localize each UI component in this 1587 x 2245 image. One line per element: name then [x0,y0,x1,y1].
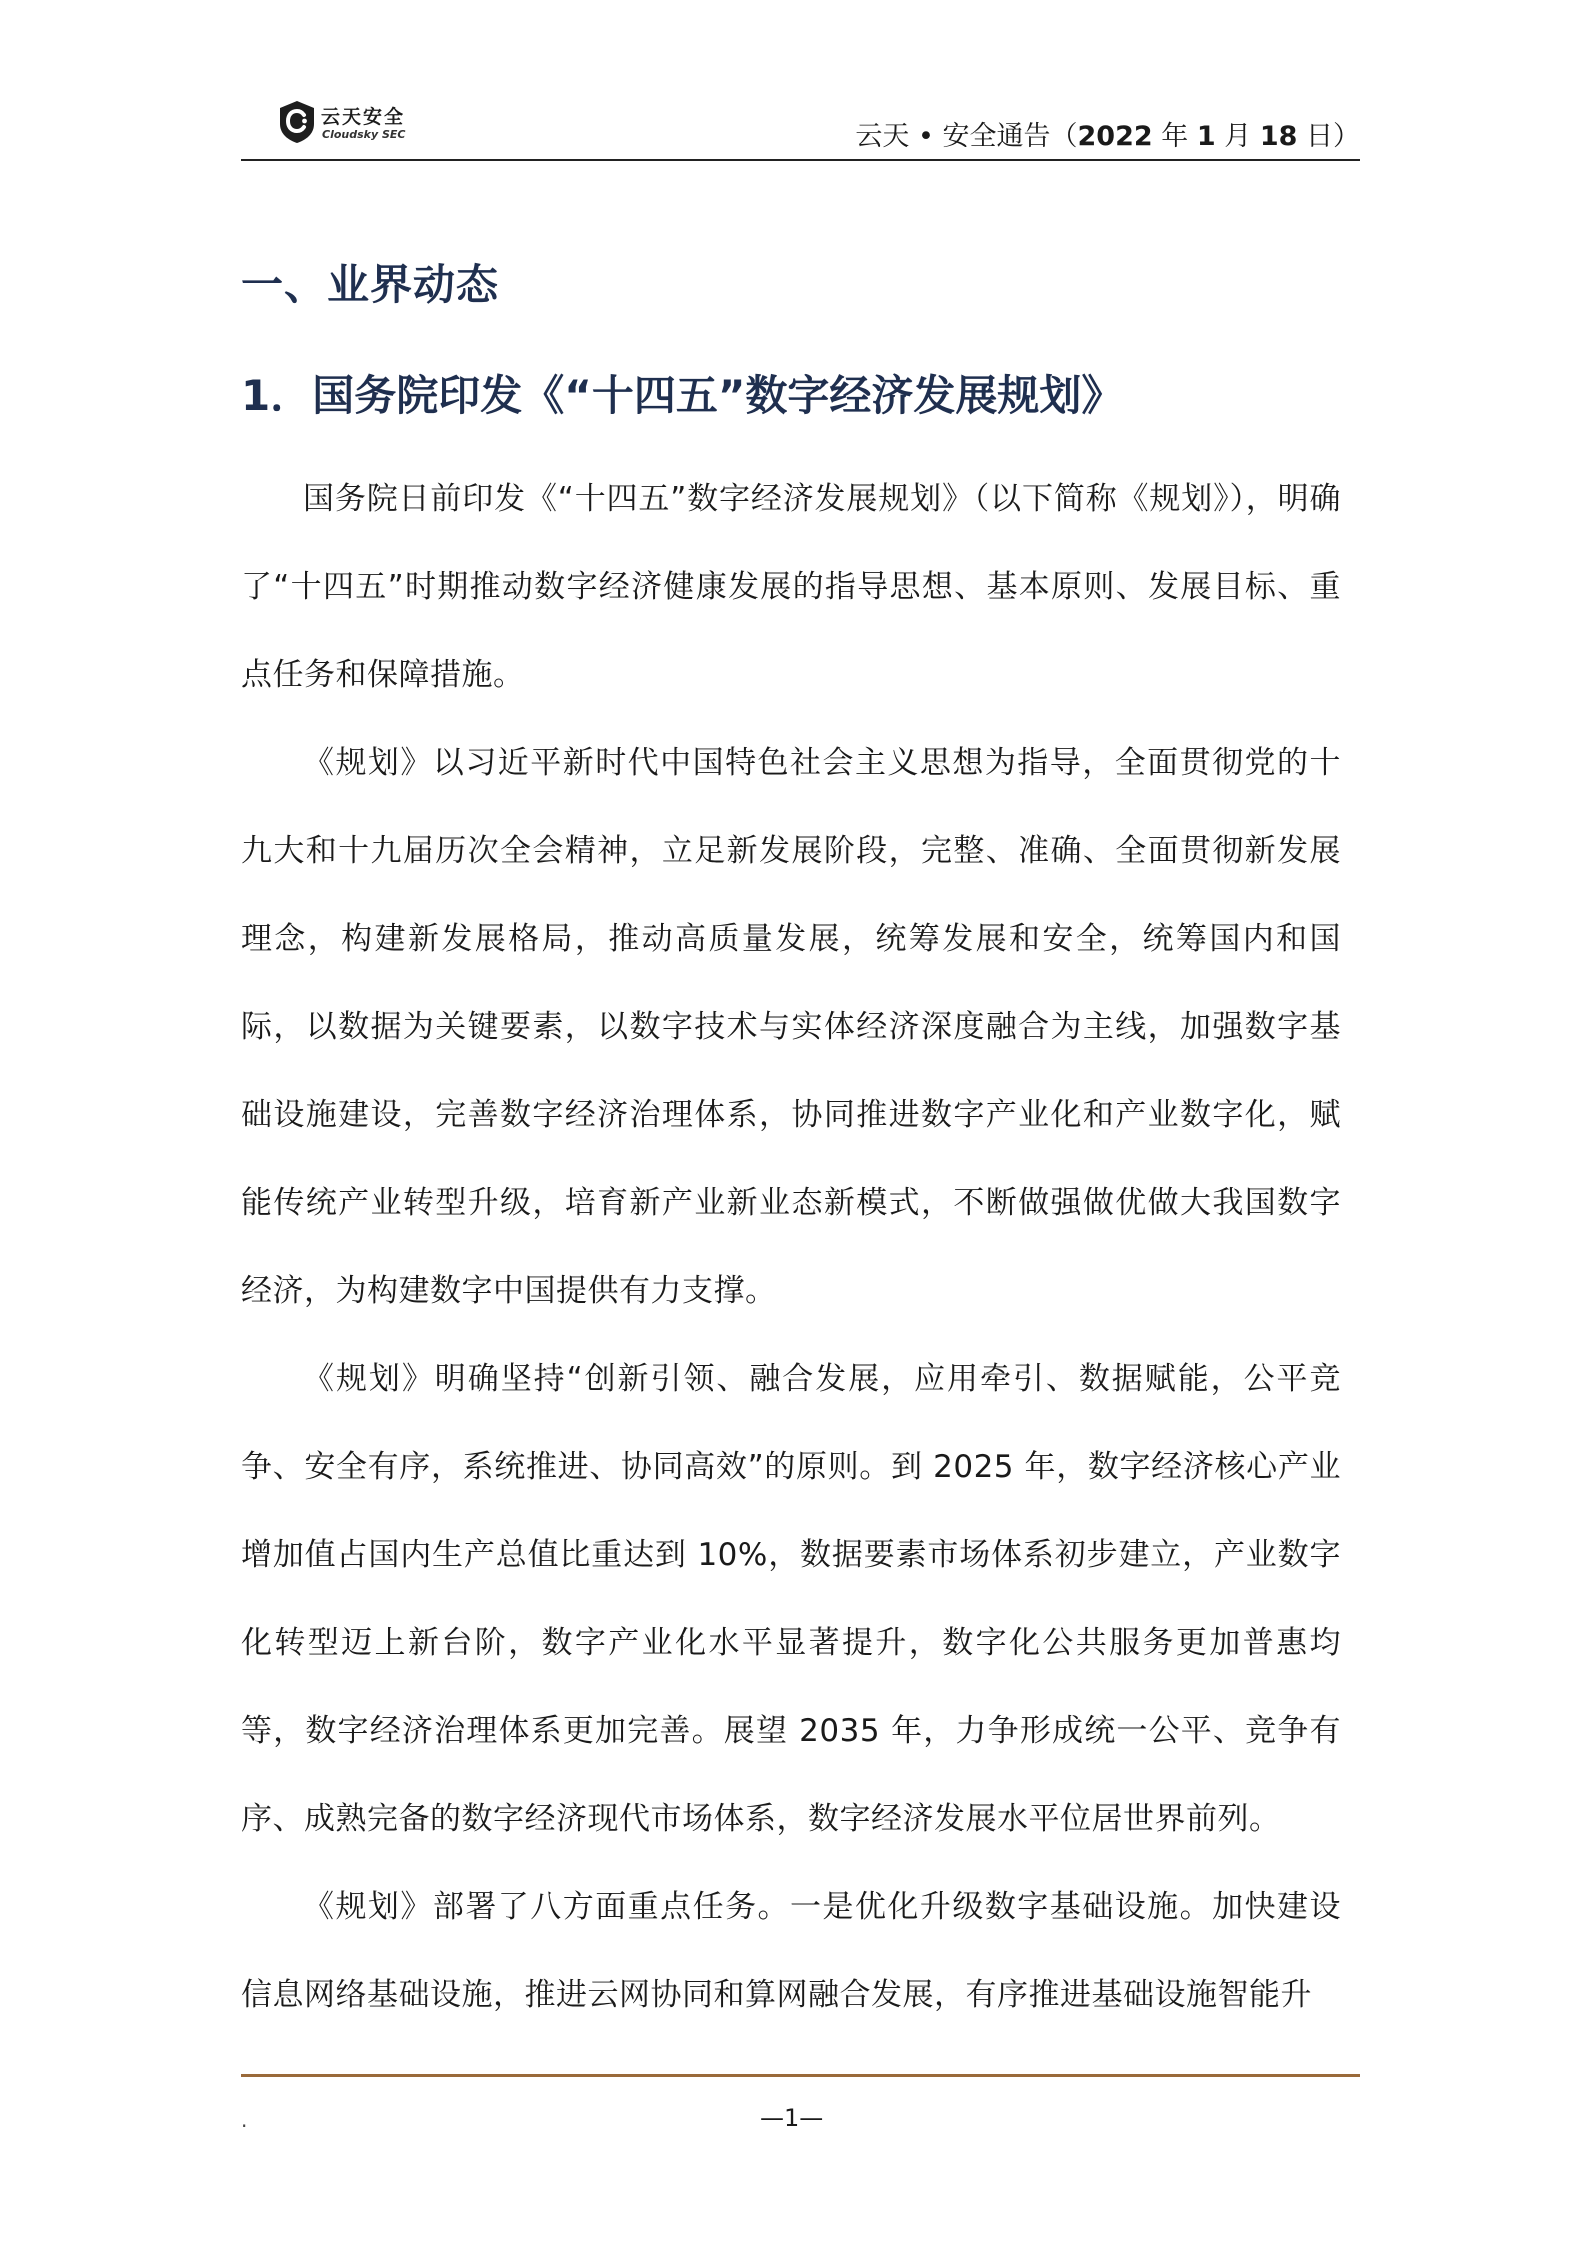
bulletin-month: 1 [1196,121,1216,152]
section-heading: 一、业界动态 [241,260,500,309]
company-logo [277,100,417,146]
paragraph: 《规划》明确坚持“创新引领、融合发展，应用牵引、数据赋能，公平竞争、安全有序，系统推进、协同高效”的原则。到 2025 年，数字经济核心产业增加值占国内生产总值比重达到 10%，数据要素市场体系初步建立，产业数字化转型迈上新台阶，数字产业化水平显著提升，数字化公共服务更加普惠均等，数字经济治理体系更加完善。展望 2035 年，力争形成统一公平、竞争有序、成熟完备的数字经济现代市场体系，数字经济发展水平位居世界前列。 [241,1361,1341,1837]
page-number: —1— [760,2104,824,2132]
bulletin-title [855,114,1360,153]
bulletin-day: 18 [1259,121,1298,152]
bulletin-day-unit: 日） [1306,121,1360,152]
cloudsky-shield-logo-icon [277,100,317,144]
logo-chinese-name: 云天安全 [321,106,406,128]
footer-divider [241,2074,1360,2077]
paragraph: 国务院日前印发《“十四五”数字经济发展规划》（以下简称《规划》），明确了“十四五”时期推动数字经济健康发展的指导思想、基本原则、发展目标、重点任务和保障措施。 [241,481,1341,693]
bulletin-month-unit: 月 [1224,121,1252,152]
bulletin-year: 2022 [1077,121,1153,152]
logo-english-name: Cloudsky SEC [322,128,406,141]
header-divider [241,159,1360,161]
page-header [241,96,1360,162]
footer-dot: . [241,2108,248,2132]
bulletin-title-separator: • [917,121,934,152]
bulletin-title-prefix: 云天 [855,121,910,152]
article-body [241,455,1341,2039]
article-heading: 1．国务院印发《“十四五”数字经济发展规划》 [241,371,1124,420]
paragraph: 《规划》以习近平新时代中国特色社会主义思想为指导，全面贯彻党的十九大和十九届历次全会精神，立足新发展阶段，完整、准确、全面贯彻新发展理念，构建新发展格局，推动高质量发展，统筹发展和安全，统筹国内和国际，以数据为关键要素，以数字技术与实体经济深度融合为主线，加强数字基础设施建设，完善数字经济治理体系，协同推进数字产业化和产业数字化，赋能传统产业转型升级，培育新产业新业态新模式，不断做强做优做大我国数字经济，为构建数字中国提供有力支撑。 [241,745,1341,1309]
bulletin-year-unit: 年 [1161,121,1189,152]
paragraph: 《规划》部署了八方面重点任务。一是优化升级数字基础设施。加快建设信息网络基础设施，推进云网协同和算网融合发展，有序推进基础设施智能升 [241,1889,1341,2013]
bulletin-title-main: 安全通告（ [942,121,1078,152]
